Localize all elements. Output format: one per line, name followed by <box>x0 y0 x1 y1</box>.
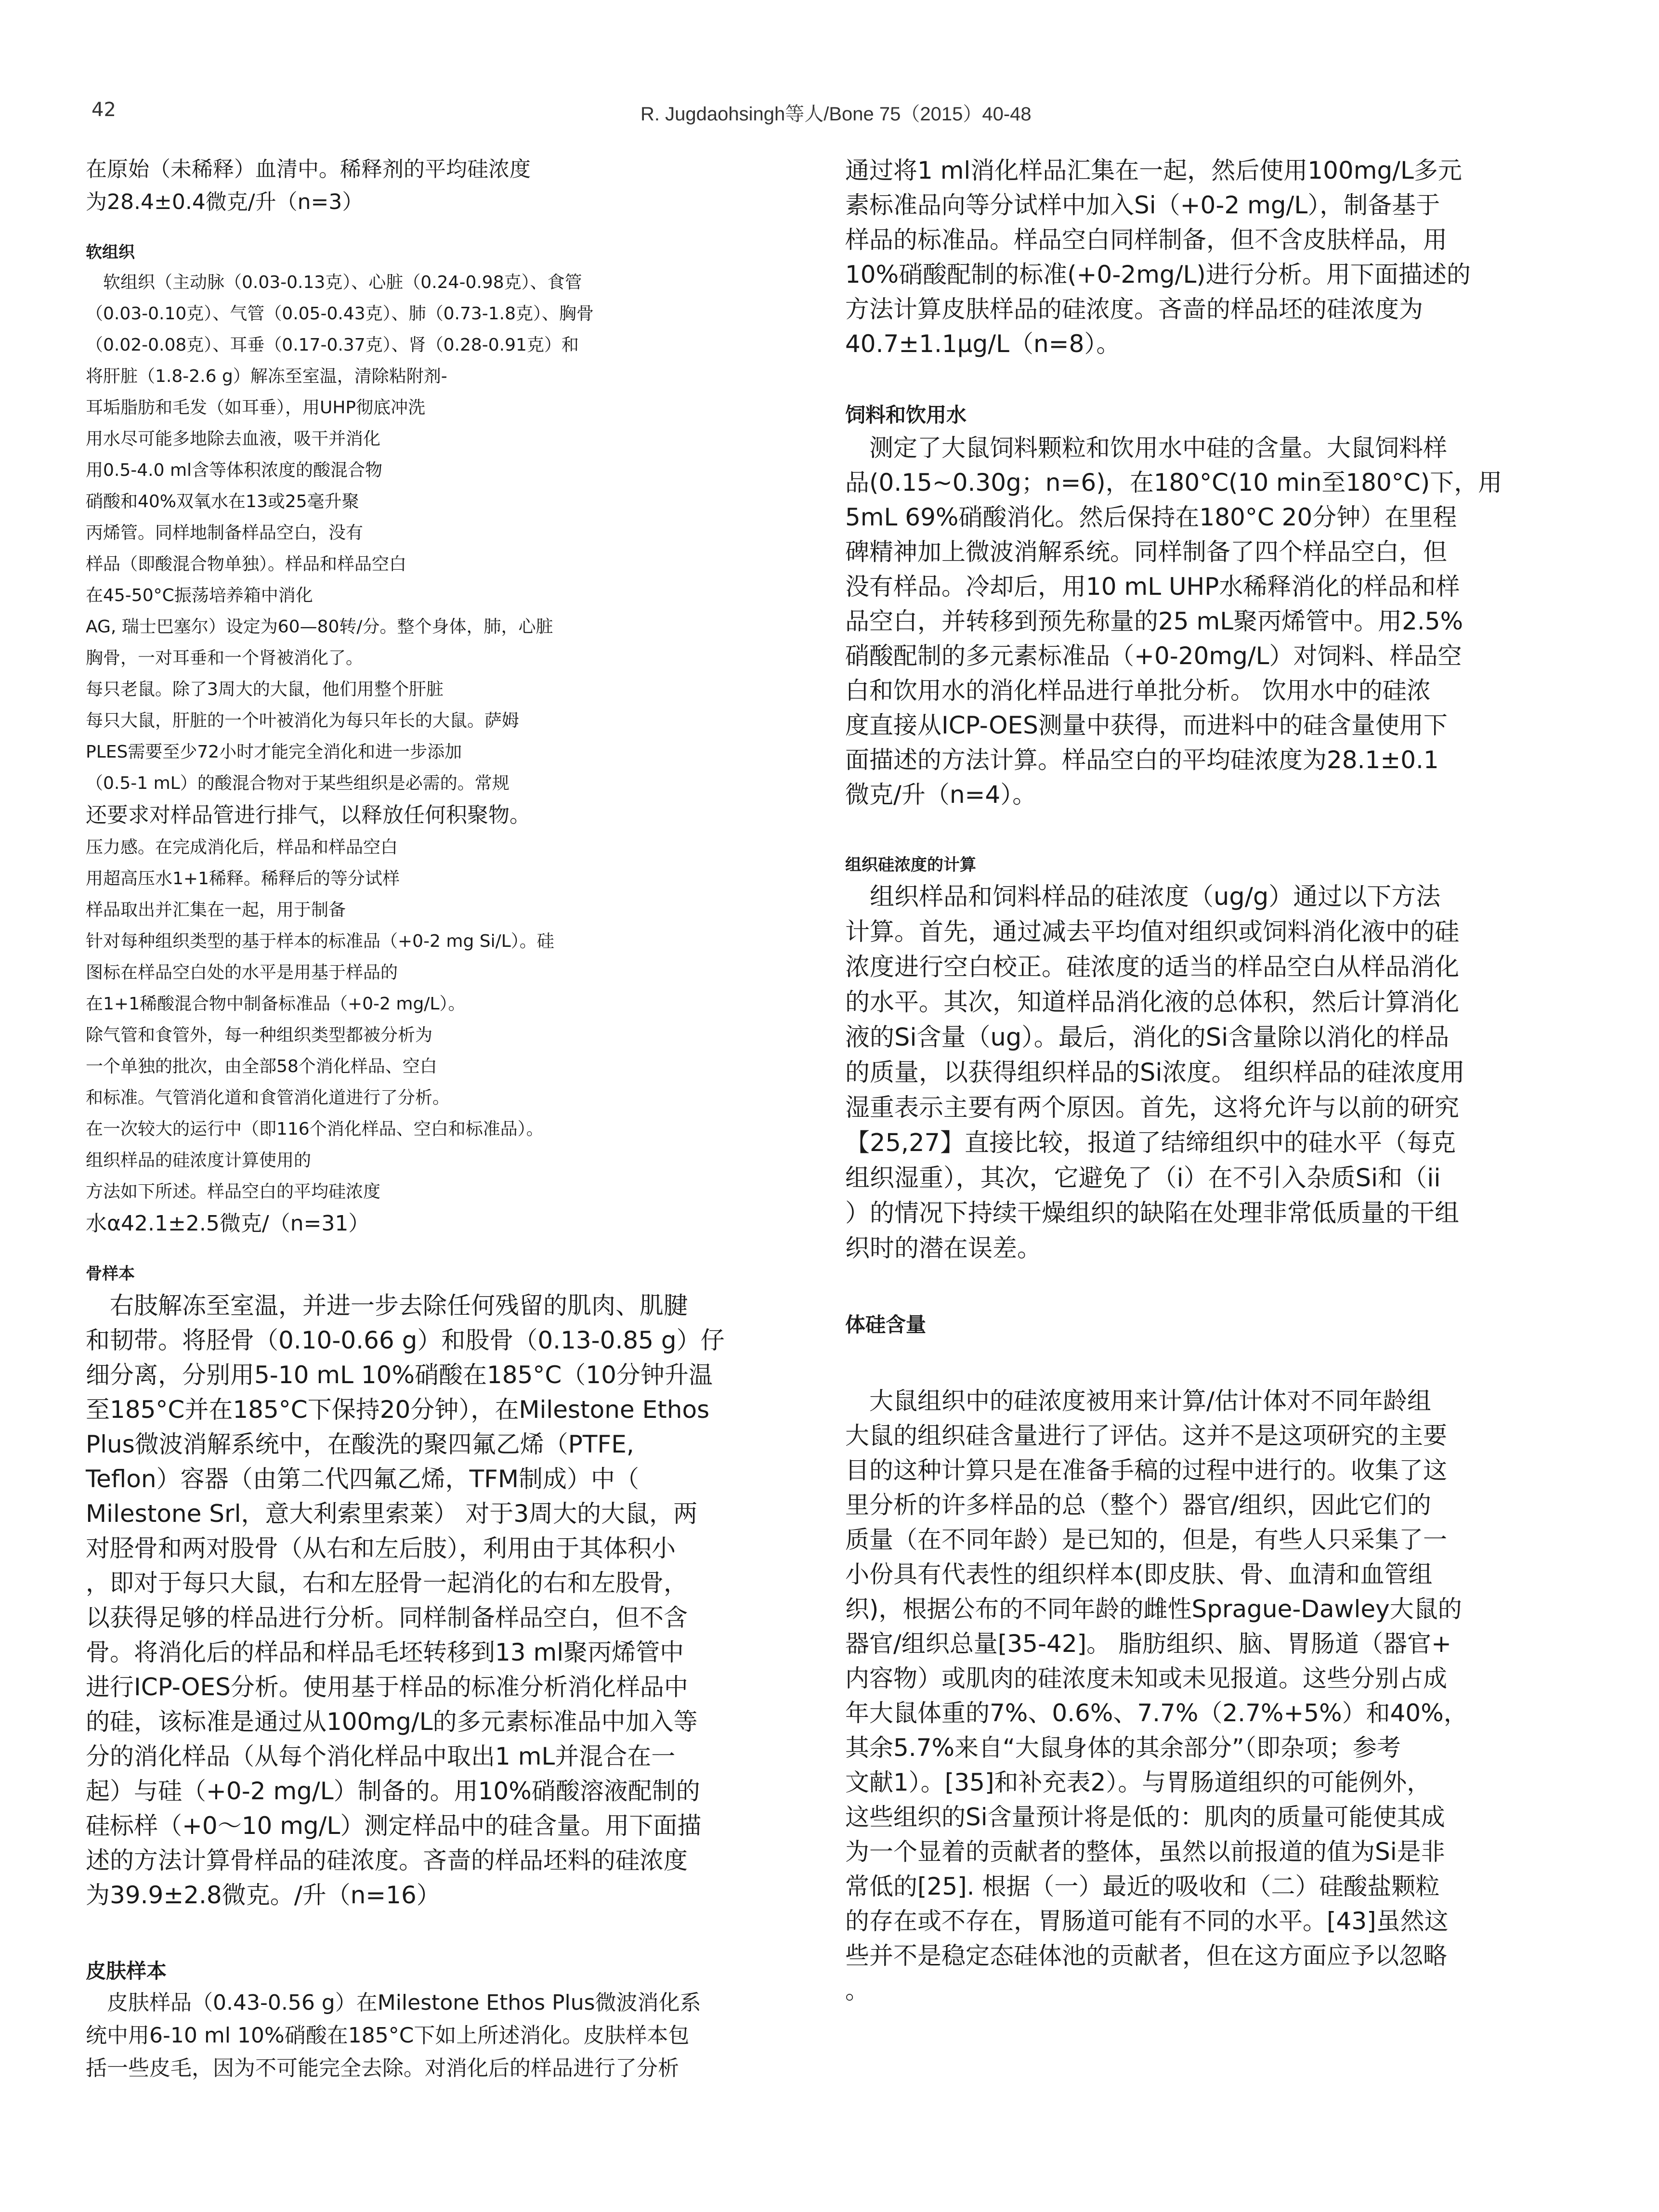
text-line: 骨。将消化后的样品和样品毛坯转移到13 ml聚丙烯管中 <box>86 1638 684 1666</box>
text-line: 面描述的方法计算。样品空白的平均硅浓度为28.1±0.1 <box>845 746 1439 774</box>
text-line: 皮肤样品（0.43-0.56 g）在Milestone Ethos Plus微波消化系 <box>86 1990 701 2015</box>
text-line: 细分离，分别用5-10 mL 10%硝酸在185°C（10分钟升温 <box>86 1361 713 1389</box>
text-line: 为一个显着的贡献者的整体，虽然以前报道的值为Si是非 <box>845 1838 1445 1866</box>
text-line: 常低的[25]. 根据（一）最近的吸收和（二）硅酸盐颗粒 <box>845 1872 1440 1900</box>
text-line: 和标准。气管消化道和食管消化道进行了分析。 <box>86 1088 450 1108</box>
text-line: 5mL 69%硝酸消化。然后保持在180°C 20分钟）在里程 <box>845 503 1457 531</box>
text-line: 以获得足够的样品进行分析。同样制备样品空白，但不含 <box>86 1604 688 1632</box>
text-line: 组织湿重），其次，它避免了（i）在不引入杂质Si和（ii <box>845 1164 1441 1192</box>
text-line: 统中用6-10 ml 10%硝酸在185°C下如上所述消化。皮肤样本包 <box>86 2023 690 2048</box>
bone-paragraph <box>86 1288 827 1912</box>
text-line: 没有样品。冷却后，用10 mL UHP水稀释消化的样品和样 <box>845 573 1460 601</box>
text-line: 的存在或不存在，胃肠道可能有不同的水平。[43]虽然这 <box>845 1907 1449 1935</box>
text-line: 耳垢脂肪和毛发（如耳垂），用UHP彻底冲洗 <box>86 398 426 418</box>
text-line: 40.7±1.1μg/L（n=8）。 <box>845 330 1121 358</box>
section-heading-calculation: 组织硅浓度的计算 <box>845 855 976 875</box>
text-line: 还要求对样品管进行排气，以释放任何积聚物。 <box>86 803 531 827</box>
text-line: 用超高压水1+1稀释。稀释后的等分试样 <box>86 869 400 889</box>
section-heading-soft-tissue: 软组织 <box>86 243 135 262</box>
page-number: 42 <box>91 99 116 121</box>
text-line: 液的Si含量（ug）。最后，消化的Si含量除以消化的样品 <box>845 1023 1450 1052</box>
text-line: Plus微波消解系统中，在酸洗的聚四氟乙烯（PTFE, <box>86 1430 634 1458</box>
skin-paragraph <box>86 1987 827 2085</box>
text-line: 通过将1 ml消化样品汇集在一起，然后使用100mg/L多元 <box>845 157 1462 184</box>
text-line: 【25,27】直接比较，报道了结缔组织中的硅水平（每克 <box>845 1129 1456 1157</box>
text-line: 里分析的许多样品的总（整个）器官/组织，因此它们的 <box>845 1491 1431 1519</box>
text-line: 素标准品向等分试样中加入Si（+0-2 mg/L），制备基于 <box>845 191 1440 219</box>
text-line: 至185°C并在185°C下保持20分钟），在Milestone Ethos <box>86 1396 710 1424</box>
skin-continuation-paragraph <box>845 153 1592 361</box>
text-line: 小份具有代表性的组织样本(即皮肤、骨、血清和血管组 <box>845 1560 1433 1588</box>
text-line: 述的方法计算骨样品的硅浓度。吝啬的样品坯料的硅浓度 <box>86 1846 688 1874</box>
text-line: 样品取出并汇集在一起，用于制备 <box>86 900 346 920</box>
text-line: 文献1）。[35]和补充表2）。与胃肠道组织的可能例外， <box>845 1768 1431 1796</box>
body-silicon-paragraph <box>845 1384 1592 2008</box>
text-line: AG, 瑞士巴塞尔）设定为60—80转/分。整个身体，肺，心脏 <box>86 617 553 637</box>
text-line: 右肢解冻至室温，并进一步去除任何残留的肌肉、肌腱 <box>86 1292 688 1320</box>
text-line: 。 <box>845 1976 869 2004</box>
text-line: 每只大鼠，肝脏的一个叶被消化为每只年长的大鼠。萨姆 <box>86 711 520 731</box>
text-line: 方法如下所述。样品空白的平均硅浓度 <box>86 1182 381 1202</box>
text-line: 样品（即酸混合物单独）。样品和样品空白 <box>86 554 407 574</box>
text-line: 大鼠的组织硅含量进行了评估。这并不是这项研究的主要 <box>845 1422 1447 1450</box>
text-line: 其余5.7%来自“大鼠身体的其余部分”（即杂项；参考 <box>845 1734 1401 1762</box>
text-line: 在1+1稀酸混合物中制备标准品（+0-2 mg/L）。 <box>86 994 466 1014</box>
text-line: 白和饮用水的消化样品进行单批分析。 饮用水中的硅浓 <box>845 677 1431 705</box>
text-line: 在一次较大的运行中（即116个消化样品、空白和标准品）。 <box>86 1119 544 1139</box>
text-line: 样品的标准品。样品空白同样制备，但不含皮肤样品，用 <box>845 226 1447 254</box>
text-line: （0.02-0.08克）、耳垂（0.17-0.37克）、肾（0.28-0.91克）和 <box>86 335 579 355</box>
text-line: 一个单独的批次，由全部58个消化样品、空白 <box>86 1057 437 1076</box>
text-line: 为39.9±2.8微克。/升（n=16） <box>86 1881 441 1909</box>
text-line: 组织样品的硅浓度计算使用的 <box>86 1151 312 1170</box>
text-line: 湿重表示主要有两个原因。首先，这将允许与以前的研究 <box>845 1094 1460 1122</box>
running-header: R. Jugdaohsingh等人/Bone 75（2015）40-48 <box>640 104 1032 125</box>
text-line: 硅标样（+0～10 mg/L）测定样品中的硅含量。用下面描 <box>86 1812 702 1840</box>
text-line: 在45-50°C振荡培养箱中消化 <box>86 586 313 605</box>
text-line: （0.03-0.10克）、气管（0.05-0.43克）、肺（0.73-1.8克）、胸骨 <box>86 304 594 324</box>
text-line: 碑精神加上微波消解系统。同样制备了四个样品空白，但 <box>845 538 1447 566</box>
text-line: 质量（在不同年龄）是已知的，但是，有些人只采集了一 <box>845 1526 1447 1554</box>
text-line: 用水尽可能多地除去血液，吸干并消化 <box>86 429 381 449</box>
section-heading-skin: 皮肤样本 <box>86 1959 167 1983</box>
text-line: 大鼠组织中的硅浓度被用来计算/估计体对不同年龄组 <box>845 1387 1431 1415</box>
text-line: 分的消化样品（从每个消化样品中取出1 mL并混合在一 <box>86 1742 676 1770</box>
text-line: 压力感。在完成消化后，样品和样品空白 <box>86 838 398 857</box>
text-line: 品(0.15~0.30g；n=6)，在180°C(10 min至180°C)下，用 <box>845 469 1502 497</box>
text-line: 起）与硅（+0-2 mg/L）制备的。用10%硝酸溶液配制的 <box>86 1777 700 1805</box>
section-heading-feed-water: 饲料和饮用水 <box>845 403 967 427</box>
text-line: 的质量，以获得组织样品的Si浓度。 组织样品的硅浓度用 <box>845 1059 1465 1087</box>
text-line: 测定了大鼠饲料颗粒和饮用水中硅的含量。大鼠饲料样 <box>845 434 1447 462</box>
text-line: 将肝脏（1.8-2.6 g）解冻至室温，清除粘附剂- <box>86 366 447 386</box>
text-line: 括一些皮毛，因为不可能完全去除。对消化后的样品进行了分析 <box>86 2056 679 2081</box>
text-line: 除气管和食管外，每一种组织类型都被分析为 <box>86 1025 433 1045</box>
text-line: 图标在样品空白处的水平是用基于样品的 <box>86 963 398 982</box>
text-line: 度直接从ICP-OES测量中获得，而进料中的硅含量使用下 <box>845 711 1448 739</box>
text-line: 些并不是稳定态硅体池的贡献者，但在这方面应予以忽略 <box>845 1942 1447 1970</box>
right-column <box>845 153 1592 2008</box>
text-line: 硝酸和40%双氧水在13或25毫升聚 <box>86 492 359 511</box>
text-line: Milestone Srl，意大利索里索莱） 对于3周大的大鼠，两 <box>86 1500 698 1528</box>
text-line: 用0.5-4.0 ml含等体积浓度的酸混合物 <box>86 460 383 480</box>
text-line: 为28.4±0.4微克/升（n=3） <box>86 190 364 214</box>
text-line: 针对每种组织类型的基于样本的标准品（+0-2 mg Si/L）。硅 <box>86 931 554 951</box>
text-line: 组织样品和饲料样品的硅浓度（ug/g）通过以下方法 <box>845 883 1441 911</box>
section-heading-bone: 骨样本 <box>86 1264 135 1283</box>
text-line: 水α42.1±2.5微克/（n=31） <box>86 1211 370 1236</box>
text-line: ）的情况下持续干燥组织的缺陷在处理非常低质量的干组 <box>845 1199 1460 1228</box>
text-line: 10%硝酸配制的标准(+0-2mg/L)进行分析。用下面描述的 <box>845 261 1471 288</box>
text-line: 的水平。其次，知道样品消化液的总体积，然后计算消化 <box>845 988 1460 1017</box>
text-line: 在原始（未稀释）血清中。稀释剂的平均硅浓度 <box>86 157 531 182</box>
text-line: 织)，根据公布的不同年龄的雌性Sprague-Dawley大鼠的 <box>845 1595 1462 1623</box>
text-line: 年大鼠体重的7%、0.6%、7.7%（2.7%+5%）和40%， <box>845 1699 1468 1727</box>
text-line: 内容物）或肌肉的硅浓度未知或未见报道。这些分别占成 <box>845 1664 1447 1692</box>
text-line: 方法计算皮肤样品的硅浓度。吝啬的样品坯的硅浓度为 <box>845 295 1423 323</box>
text-line: 的硅，该标准是通过从100mg/L的多元素标准品中加入等 <box>86 1708 698 1736</box>
text-line: 器官/组织总量[35-42]。 脂肪组织、脑、胃肠道（器官+ <box>845 1630 1451 1658</box>
text-line: Teflon）容器（由第二代四氟乙烯，TFM制成）中（ <box>86 1465 640 1493</box>
intro-paragraph <box>86 153 827 219</box>
text-line: PLES需要至少72小时才能完全消化和进一步添加 <box>86 742 462 762</box>
left-column <box>86 153 827 2085</box>
text-line: 品空白，并转移到预先称量的25 mL聚丙烯管中。用2.5% <box>845 607 1463 635</box>
text-line: 丙烯管。同样地制备样品空白，没有 <box>86 523 364 543</box>
text-line: 和韧带。将胫骨（0.10-0.66 g）和股骨（0.13-0.85 g）仔 <box>86 1326 725 1354</box>
text-line: 织时的潜在误差。 <box>845 1234 1042 1263</box>
text-line: 每只老鼠。除了3周大的大鼠，他们用整个肝脏 <box>86 680 444 699</box>
text-line: 胸骨，一对耳垂和一个肾被消化了。 <box>86 648 364 668</box>
feed-water-paragraph <box>845 431 1592 812</box>
text-line: 这些组织的Si含量预计将是低的：肌肉的质量可能使其成 <box>845 1803 1445 1831</box>
text-line: 硝酸配制的多元素标准品（+0-20mg/L）对饲料、样品空 <box>845 642 1462 670</box>
calculation-paragraph <box>845 879 1592 1266</box>
text-line: 对胫骨和两对股骨（从右和左后肢），利用由于其体积小 <box>86 1534 676 1562</box>
text-line: 软组织（主动脉（0.03-0.13克）、心脏（0.24-0.98克）、食管 <box>86 273 582 292</box>
soft-tissue-paragraph <box>86 267 827 1240</box>
text-line: （0.5-1 mL）的酸混合物对于某些组织是必需的。常规 <box>86 773 509 793</box>
text-line: 微克/升（n=4）。 <box>845 781 1037 809</box>
text-line: 浓度进行空白校正。硅浓度的适当的样品空白从样品消化 <box>845 953 1460 982</box>
text-line: ，即对于每只大鼠，右和左胫骨一起消化的右和左股骨， <box>86 1569 688 1597</box>
text-line: 进行ICP-OES分析。使用基于样品的标准分析消化样品中 <box>86 1673 688 1701</box>
text-line: 计算。首先，通过减去平均值对组织或饲料消化液中的硅 <box>845 918 1460 946</box>
section-heading-body-silicon: 体硅含量 <box>845 1313 927 1336</box>
text-line: 目的这种计算只是在准备手稿的过程中进行的。收集了这 <box>845 1456 1447 1484</box>
